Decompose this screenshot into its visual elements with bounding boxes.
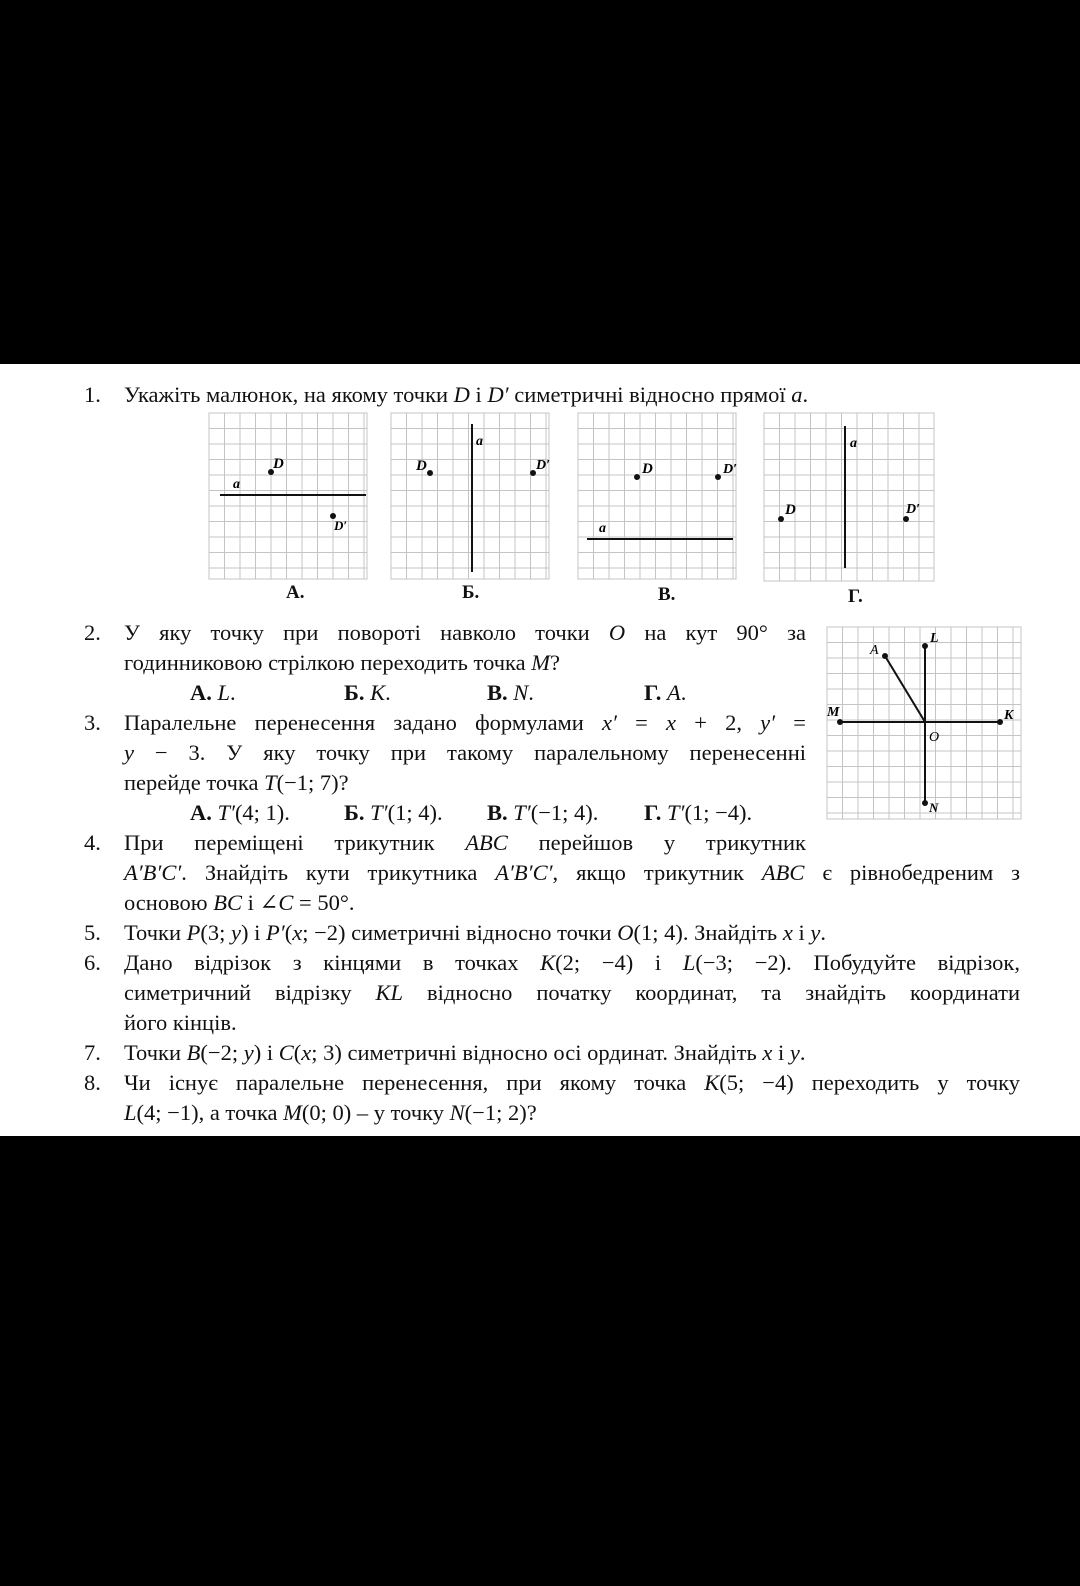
q4-line-1: При переміщені трикутник ABC перейшов у трикутник xyxy=(124,830,806,855)
q3-line-2: y − 3. У яку точку при такому паралельному перенесенні xyxy=(124,740,806,765)
label-o: O xyxy=(929,730,940,745)
q2-figure xyxy=(826,626,1022,820)
label-d-prime: D′ xyxy=(536,458,550,473)
grid-border xyxy=(764,413,934,581)
point-l xyxy=(922,643,928,649)
label-a: a xyxy=(599,521,606,536)
point-d xyxy=(427,470,433,476)
q8-line-2: L(4; −1), а точка M(0; 0) – у точку N(−1; 2)? xyxy=(124,1100,537,1125)
q5-line-1: Точки P(3; y) і P′(x; −2) симетричні відносно точки O(1; 4). Знайдіть x і y. xyxy=(124,920,826,945)
q6-line-3: його кінців. xyxy=(124,1010,237,1035)
q1-figure-a xyxy=(208,412,368,580)
q2-number: 2. xyxy=(84,620,101,645)
label-d: D xyxy=(642,461,653,477)
grid-border xyxy=(578,413,736,579)
label-n: N xyxy=(929,800,939,815)
q3-answer-v: В. T′(−1; 4). xyxy=(487,800,599,825)
q2-answer-g: Г. A. xyxy=(644,680,687,705)
q1-number: 1. xyxy=(84,382,101,407)
label-d: D xyxy=(785,502,796,518)
q1-text: Укажіть малюнок, на якому точки D і D′ симетричні відносно прямої a. xyxy=(124,382,809,407)
q3-line-3: перейде точка T(−1; 7)? xyxy=(124,770,349,795)
q1-figure-b xyxy=(390,412,550,580)
q1-option-v-label: В. xyxy=(658,584,676,605)
point-d-prime xyxy=(715,474,721,480)
grid xyxy=(764,413,934,581)
grid xyxy=(578,413,736,579)
q2-answer-v: В. N. xyxy=(487,680,534,705)
q3-answer-g: Г. T′(1; −4). xyxy=(644,800,753,825)
q3-answer-a: А. T′(4; 1). xyxy=(190,800,290,825)
q2-line-2: годинниковою стрілкою переходить точка M? xyxy=(124,650,561,675)
q8-number: 8. xyxy=(84,1070,101,1095)
q1-option-g-label: Г. xyxy=(848,586,863,607)
q2-answer-b: Б. K. xyxy=(344,680,391,705)
point-n xyxy=(922,800,928,806)
label-a: a xyxy=(233,477,240,492)
q3-number: 3. xyxy=(84,710,101,735)
q6-number: 6. xyxy=(84,950,101,975)
point-d xyxy=(634,474,640,480)
worksheet-page xyxy=(0,364,1080,1136)
grid xyxy=(391,413,549,579)
label-k: K xyxy=(1004,708,1014,723)
label-l: L xyxy=(930,631,939,646)
q4-number: 4. xyxy=(84,830,101,855)
label-a: A xyxy=(870,643,879,658)
label-a: a xyxy=(476,434,483,449)
q6-line-2: симетричний відрізку KL відносно початку координат, та знайдіть координати xyxy=(124,980,1020,1005)
q3-line-1: Паралельне перенесення задано формулами x′ = x + 2, y′ = xyxy=(124,710,806,735)
label-d-prime: D′ xyxy=(334,518,348,533)
q8-line-1: Чи існує паралельне перенесення, при якому точка K(5; −4) переходить у точку xyxy=(124,1070,1020,1095)
point-k xyxy=(997,719,1003,725)
q6-line-1: Дано відрізок з кінцями в точках K(2; −4) і L(−3; −2). Побудуйте відрізок, xyxy=(124,950,1020,975)
q1-option-a-label: А. xyxy=(286,582,305,603)
label-a: a xyxy=(850,436,857,451)
q1-figure-g xyxy=(763,412,935,582)
grid-border xyxy=(391,413,549,579)
q7-number: 7. xyxy=(84,1040,101,1065)
label-d-prime: D′ xyxy=(723,462,737,477)
q5-number: 5. xyxy=(84,920,101,945)
q1-figure-v xyxy=(577,412,737,580)
q3-answer-b: Б. T′(1; 4). xyxy=(344,800,443,825)
q4-line-2: A′B′C′. Знайдіть кути трикутника A′B′C′, якщо трикутник ABC є рівнобедреним з xyxy=(124,860,1021,885)
label-m: M xyxy=(827,705,840,720)
label-d-prime: D′ xyxy=(906,502,921,517)
q7-line-1: Точки B(−2; y) і C(x; 3) симетричні відносно осі ординат. Знайдіть x і y. xyxy=(124,1040,806,1065)
label-d: D xyxy=(416,458,427,474)
q2-line-1: У яку точку при повороті навколо точки O на кут 90° за xyxy=(124,620,806,645)
label-d: D xyxy=(273,456,284,472)
q4-line-3: основою BC і ∠C = 50°. xyxy=(124,890,355,915)
q2-answer-a: А. L. xyxy=(190,680,236,705)
point-d xyxy=(778,516,784,522)
q1-option-b-label: Б. xyxy=(462,582,480,603)
point-a xyxy=(882,653,888,659)
